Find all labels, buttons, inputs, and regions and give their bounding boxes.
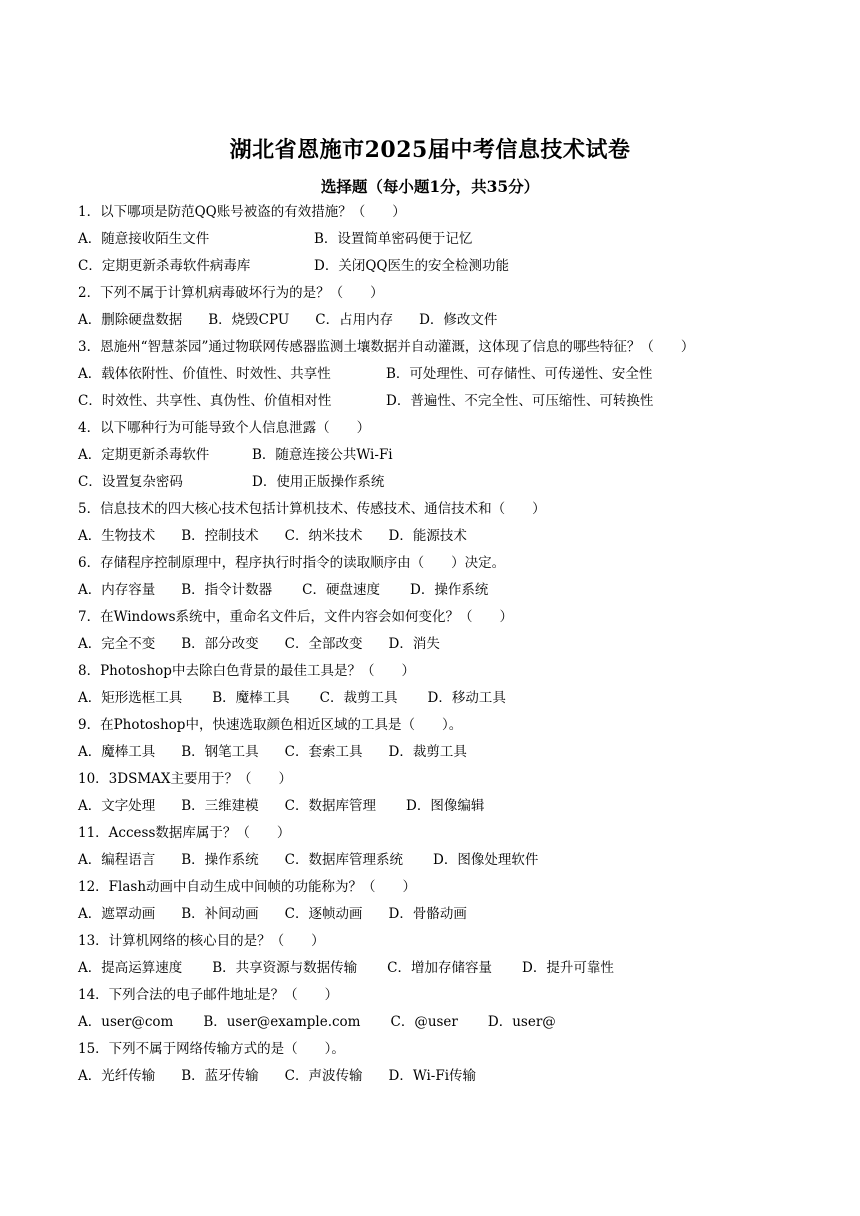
option-c: C．数据库管理系统 (284, 852, 404, 868)
option-row (78, 253, 798, 280)
option-c: C．@user (390, 1014, 458, 1030)
option-c: C．时效性、共享性、真伪性、价值相对性 (78, 393, 332, 409)
option-row (78, 901, 798, 928)
option-a: A．光纤传输 (78, 1068, 156, 1084)
option-a: A．魔棒工具 (78, 744, 156, 760)
option-b: B．设置简单密码便于记忆 (314, 231, 473, 247)
question-stem: 6．存储程序控制原理中，程序执行时指令的读取顺序由（ ）决定。 (78, 555, 506, 571)
option-b: B．控制技术 (181, 528, 259, 544)
option-row (78, 307, 798, 334)
option-d: D．普遍性、不完全性、可压缩性、可转换性 (386, 393, 654, 409)
option-row (78, 631, 798, 658)
option-d: D．图像处理软件 (433, 852, 539, 868)
section-title: 选择题（每小题1分，共35分） (320, 177, 540, 196)
question-stem: 11．Access数据库属于？（ ） (78, 825, 291, 841)
option-c: C．裁剪工具 (319, 690, 398, 706)
option-a: A．载体依附性、价值性、时效性、共享性 (78, 366, 331, 382)
option-b: B．补间动画 (181, 906, 259, 922)
option-c: C．增加存储容量 (387, 960, 493, 976)
option-row (78, 739, 798, 766)
option-row (78, 955, 798, 982)
question-stem: 3．恩施州“智慧茶园”通过物联网传感器监测土壤数据并自动灌溉，这体现了信息的哪些特征？（ ） (78, 339, 695, 355)
option-c: C．设置复杂密码 (78, 474, 183, 490)
option-c: C．逐帧动画 (284, 906, 363, 922)
option-row (78, 442, 798, 469)
option-row (78, 847, 798, 874)
option-row (78, 226, 798, 253)
option-row (78, 1063, 798, 1090)
option-row (78, 388, 798, 415)
option-row (78, 577, 798, 604)
question-stem: 9．在Photoshop中，快速选取颜色相近区域的工具是（ ）。 (78, 717, 463, 733)
option-d: D．消失 (388, 636, 440, 652)
question-stem: 14．下列合法的电子邮件地址是？（ ） (78, 987, 339, 1003)
option-d: D．Wi-Fi传输 (388, 1068, 477, 1084)
question-stem: 2．下列不属于计算机病毒破坏行为的是？（ ） (78, 285, 384, 301)
option-d: D．裁剪工具 (388, 744, 467, 760)
option-a: A．矩形选框工具 (78, 690, 183, 706)
option-b: B．烧毁CPU (208, 312, 290, 328)
option-a: A．内存容量 (78, 582, 156, 598)
option-b: B．钢笔工具 (181, 744, 259, 760)
option-b: B．user@example.com (203, 1014, 361, 1030)
option-b: B．操作系统 (181, 852, 259, 868)
option-a: A．编程语言 (78, 852, 156, 868)
option-c: C．全部改变 (284, 636, 363, 652)
question-list (78, 199, 798, 1090)
option-d: D．使用正版操作系统 (252, 474, 385, 490)
option-c: C．声波传输 (284, 1068, 363, 1084)
option-c: C．纳米技术 (284, 528, 363, 544)
option-d: D．骨骼动画 (388, 906, 467, 922)
option-b: B．指令计数器 (181, 582, 273, 598)
option-b: B．共享资源与数据传输 (212, 960, 358, 976)
question-stem: 1．以下哪项是防范QQ账号被盗的有效措施？（ ） (78, 204, 406, 220)
option-d: D．关闭QQ医生的安全检测功能 (314, 258, 509, 274)
option-a: A．生物技术 (78, 528, 156, 544)
option-c: C．套索工具 (284, 744, 363, 760)
option-d: D．能源技术 (388, 528, 467, 544)
option-row (78, 1009, 798, 1036)
option-row (78, 469, 798, 496)
option-a: A．删除硬盘数据 (78, 312, 183, 328)
option-b: B．魔棒工具 (212, 690, 290, 706)
option-a: A．随意接收陌生文件 (78, 231, 210, 247)
question-stem: 10．3DSMAX主要用于？（ ） (78, 771, 293, 787)
question-stem: 5．信息技术的四大核心技术包括计算机技术、传感技术、通信技术和（ ） (78, 501, 546, 517)
option-row (78, 793, 798, 820)
option-d: D．操作系统 (410, 582, 489, 598)
option-a: A．遮罩动画 (78, 906, 156, 922)
option-d: D．提升可靠性 (522, 960, 614, 976)
question-stem: 13．计算机网络的核心目的是？（ ） (78, 933, 325, 949)
option-c: C．硬盘速度 (302, 582, 381, 598)
page-title: 湖北省恩施市2025届中考信息技术试卷 (229, 137, 631, 163)
option-a: A．定期更新杀毒软件 (78, 447, 210, 463)
question-stem: 7．在Windows系统中，重命名文件后，文件内容会如何变化？（ ） (78, 609, 513, 625)
question-stem: 8．Photoshop中去除白色背景的最佳工具是？（ ） (78, 663, 415, 679)
question-stem: 12．Flash动画中自动生成中间帧的功能称为？（ ） (78, 879, 417, 895)
option-a: A．完全不变 (78, 636, 156, 652)
option-row (78, 523, 798, 550)
option-a: A．user@com (78, 1014, 174, 1030)
option-c: C．数据库管理 (284, 798, 377, 814)
option-c: C．定期更新杀毒软件病毒库 (78, 258, 251, 274)
option-b: B．蓝牙传输 (181, 1068, 259, 1084)
option-d: D．图像编辑 (406, 798, 485, 814)
option-c: C．占用内存 (315, 312, 394, 328)
option-b: B．三维建模 (181, 798, 259, 814)
option-b: B．部分改变 (181, 636, 259, 652)
option-b: B．可处理性、可存储性、可传递性、安全性 (386, 366, 653, 382)
option-d: D．user@ (487, 1014, 556, 1030)
question-stem: 4．以下哪种行为可能导致个人信息泄露（ ） (78, 420, 371, 436)
question-stem: 15．下列不属于网络传输方式的是（ ）。 (78, 1041, 345, 1057)
option-a: A．文字处理 (78, 798, 156, 814)
option-b: B．随意连接公共Wi-Fi (252, 447, 393, 463)
option-row (78, 685, 798, 712)
option-a: A．提高运算速度 (78, 960, 183, 976)
option-d: D．移动工具 (427, 690, 506, 706)
option-d: D．修改文件 (419, 312, 498, 328)
option-row (78, 361, 798, 388)
